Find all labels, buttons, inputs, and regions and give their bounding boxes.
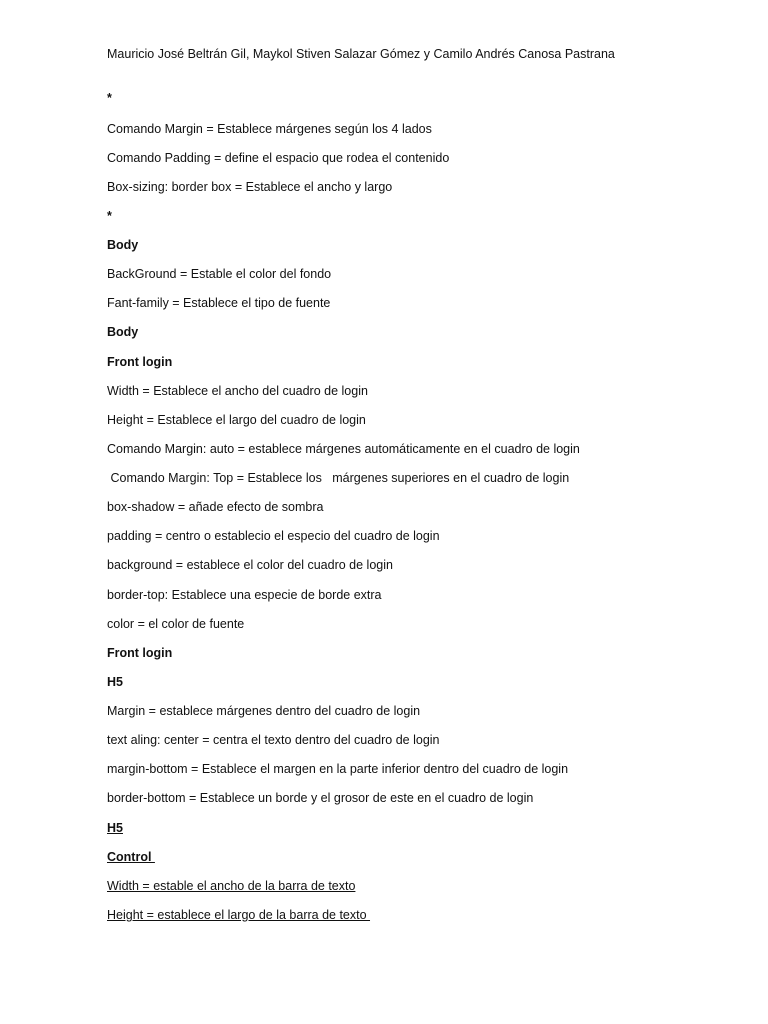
text-line: Width = Establece el ancho del cuadro de login [107,384,368,398]
text-line: background = establece el color del cuadro de login [107,558,393,572]
text-line: Fant-family = Establece el tipo de fuente [107,296,331,310]
asterisk-marker: * [107,209,112,223]
text-line: Margin = establece márgenes dentro del cuadro de login [107,704,421,718]
text-line: Comando Margin: auto = establece márgenes automáticamente en el cuadro de login [107,442,580,456]
text-line: text aling: center = centra el texto dentro del cuadro de login [107,733,440,747]
section-heading: Body [107,325,139,339]
text-line: Comando Padding = define el espacio que rodea el contenido [107,151,450,165]
text-line: padding = centro o establecio el especio del cuadro de login [107,529,440,543]
section-heading: Control [107,850,155,864]
text-line: Comando Margin: Top = Establece los márgenes superiores en el cuadro de login [107,471,570,485]
text-line: Comando Margin = Establece márgenes según los 4 lados [107,122,432,136]
section-heading: Body [107,238,139,252]
text-line: border-top: Establece una especie de borde extra [107,588,382,602]
text-line: BackGround = Estable el color del fondo [107,267,332,281]
text-line: Box-sizing: border box = Establece el ancho y largo [107,180,393,194]
text-line: margin-bottom = Establece el margen en la parte inferior dentro del cuadro de login [107,762,569,776]
text-line: Width = estable el ancho de la barra de texto [107,879,356,893]
authors-line: Mauricio José Beltrán Gil, Maykol Stiven Salazar Gómez y Camilo Andrés Canosa Pastrana [107,47,615,61]
text-line: border-bottom = Establece un borde y el grosor de este en el cuadro de login [107,791,534,805]
text-line: box-shadow = añade efecto de sombra [107,500,324,514]
section-heading: H5 [107,821,123,835]
text-line: Height = Establece el largo del cuadro de login [107,413,366,427]
text-line: Height = establece el largo de la barra de texto [107,908,371,922]
section-heading: Front login [107,355,173,369]
text-line: color = el color de fuente [107,617,245,631]
asterisk-marker: * [107,91,112,105]
section-heading: Front login [107,646,173,660]
section-heading: H5 [107,675,123,689]
